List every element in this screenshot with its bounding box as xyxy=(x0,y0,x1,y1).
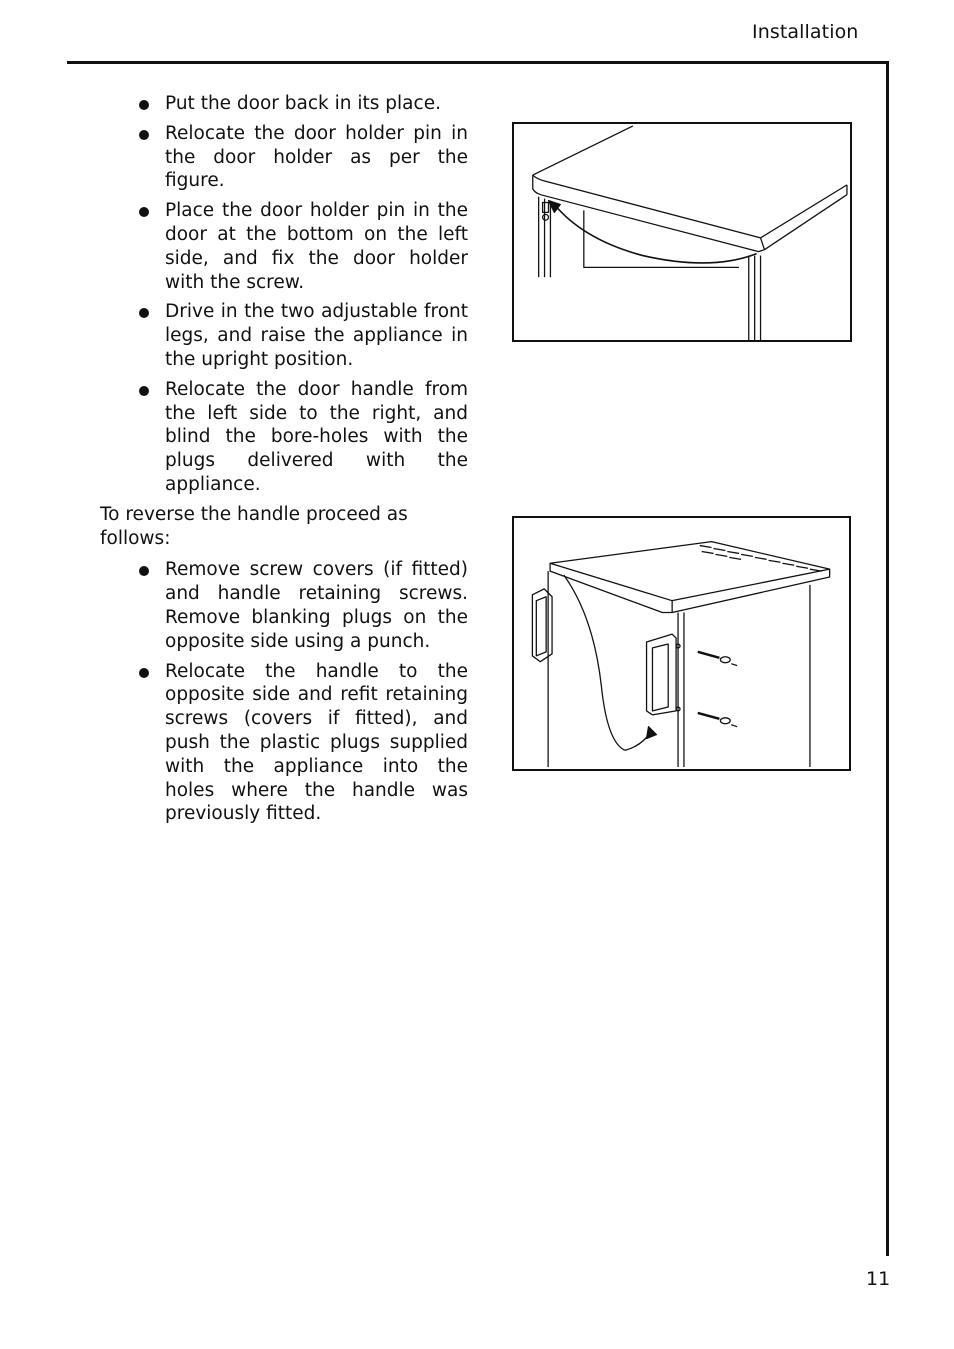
list-item: Relocate the handle to the opposite side and refit retaining screws (covers if fitted), and push the plastic plugs supplied with the appliance into the holes where the handle was previously fitted. xyxy=(165,660,468,827)
instructions-column xyxy=(100,92,468,832)
bullet-icon xyxy=(139,386,149,396)
handle-reversal-figure xyxy=(512,516,851,771)
list-item: Place the door holder pin in the door at the bottom on the left side, and fix the door holder with the screw. xyxy=(165,199,468,294)
section-title: Installation xyxy=(752,21,859,43)
margin-rule xyxy=(886,61,889,1256)
handle-steps-list xyxy=(100,558,468,826)
list-item: Relocate the door handle from the left side to the right, and blind the bore-holes with the plugs delivered with the appliance. xyxy=(165,378,468,497)
bullet-icon xyxy=(139,207,149,217)
list-item: Put the door back in its place. xyxy=(165,92,468,116)
bullet-icon xyxy=(139,668,149,678)
list-item: Remove screw covers (if fitted) and handle retaining screws. Remove blanking plugs on the opposite side using a punch. xyxy=(165,558,468,653)
list-item: Drive in the two adjustable front legs, and raise the appliance in the upright position. xyxy=(165,300,468,371)
door-steps-list xyxy=(100,92,468,497)
list-item: Relocate the door holder pin in the door holder as per the figure. xyxy=(165,122,468,193)
bullet-icon xyxy=(139,566,149,576)
door-holder-figure xyxy=(512,122,852,342)
appliance-top-illustration xyxy=(514,124,850,340)
header-rule xyxy=(67,61,889,64)
page-number: 11 xyxy=(866,1268,891,1290)
bullet-icon xyxy=(139,130,149,140)
bullet-icon xyxy=(139,308,149,318)
appliance-handle-illustration xyxy=(514,518,849,769)
bullet-icon xyxy=(139,100,149,110)
handle-intro: To reverse the handle proceed as follows: xyxy=(100,503,408,549)
